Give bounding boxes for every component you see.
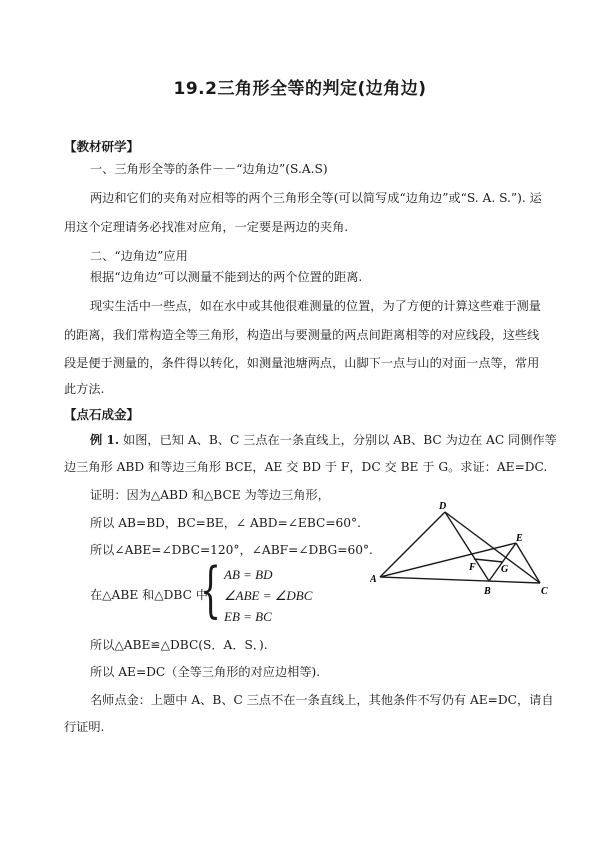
paragraph-1-line-2: 用这个定理请务必找准对应角，一定要是两边的夹角. [64,220,349,234]
left-brace: { [200,555,222,625]
example-label: 例 1. [90,433,120,447]
example-text-1: 如图，已知 A、B、C 三点在一条直线上，分别以 AB、BC 为边在 AC 同侧作等 [123,433,557,447]
label-C: C [541,586,548,597]
proof-line-6: 所以 AE=DC（全等三角形的对应边相等). [90,665,321,679]
item-2-heading: 二、“边角边”应用 [90,249,188,263]
geometry-figure [370,498,560,603]
paragraph-3-line-2: 的距离，我们常构造全等三角形，构造出与要测量的两点间距离相等的对应线段，这些线 [64,328,540,342]
equation-system [200,555,350,629]
item-1-heading: 一、三角形全等的条件－－“边角边”(S.A.S) [90,162,328,176]
note-line-2: 行证明. [64,720,105,734]
example-line-2: 边三角形 ABD 和等边三角形 BCE，AE 交 BD 于 F，DC 交 BE 于 G。求证：AE=DC. [64,460,548,474]
equation-2: ∠ABE = ∠DBC [224,588,313,603]
example-line-1 [90,432,557,448]
page-title: 19.2三角形全等的判定(边角边) [173,79,427,99]
segment-FG [474,559,503,562]
paragraph-3-line-1: 现实生活中一些点，如在水中或其他很难测量的位置，为了方便的计算这些难于测量 [90,299,541,313]
equation-1: AB = BD [224,567,273,582]
label-D: D [439,501,447,512]
proof-line-1: 证明：因为△ABD 和△BCE 为等边三角形， [90,488,330,502]
segment-AD [380,512,445,577]
label-E: E [516,533,523,544]
paragraph-2: 根据“边角边”可以测量不能到达的两个位置的距离. [90,270,363,284]
note-line-1: 名师点金：上题中 A、B、C 三点不在一条直线上，其他条件不写仍有 AE=DC，请自 [90,693,554,707]
paragraph-3-line-4: 此方法. [64,382,105,396]
proof-line-3: 所以∠ABE=∠DBC=120°，∠ABF=∠DBG=60°. [90,543,373,557]
section-heading-key-points: 【点石成金】 [64,407,140,422]
label-F: F [469,562,476,573]
proof-line-5: 所以△ABE≌△DBC(S．A．S．). [90,638,268,652]
label-G: G [501,564,509,575]
section-heading-textbook-study: 【教材研学】 [64,139,140,154]
paragraph-3-line-3: 段是便于测量的，条件得以转化，如测量池塘两点，山脚下一点与山的对面一点等，常用 [64,356,540,370]
label-B: B [484,586,491,597]
segment-DB [445,512,489,581]
equation-3: EB = BC [224,609,272,624]
label-A: A [370,574,377,585]
proof-line-4: 在△ABE 和△DBC 中， [90,588,221,602]
segment-DC [445,512,540,583]
segment-EC [516,543,540,583]
paragraph-1-line-1: 两边和它们的夹角对应相等的两个三角形全等(可以简写成“边角边”或“S. A. S.”). 运 [90,191,542,205]
segment-AC [380,577,540,583]
proof-line-2: 所以 AB=BD，BC=BE，∠ ABD=∠EBC=60°. [90,516,362,530]
